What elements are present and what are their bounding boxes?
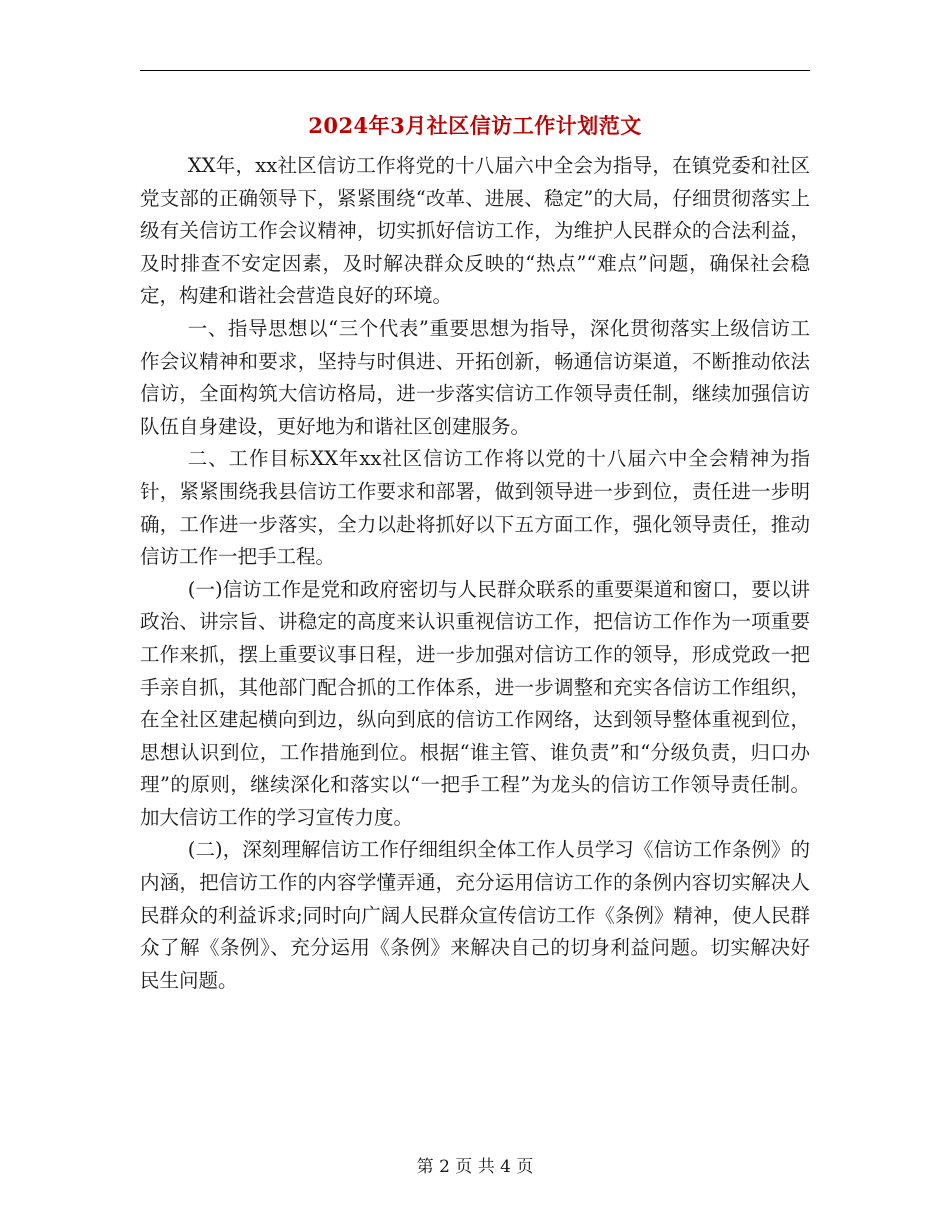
paragraph-work-goals: 二、工作目标XX年xx社区信访工作将以党的十八届六中全会精神为指针，紧紧围绕我县信访工作要求和部署，做到领导进一步到位，责任进一步明确，工作进一步落实，全力以赴将抓好以下五方面工作，强化领导责任，推动信访工作一把手工程。	[140, 447, 810, 569]
document-title: 2024年3月社区信访工作计划范文	[308, 113, 642, 138]
header-rule	[140, 70, 810, 71]
paragraph-intro: XX年，xx社区信访工作将党的十八届六中全会为指导，在镇党委和社区党支部的正确领导下，紧紧围绕“改革、进展、稳定”的大局，仔细贯彻落实上级有关信访工作会议精神，切实抓好信访工作，为维护人民群众的合法利益，及时排查不安定因素，及时解决群众反映的“热点”“难点”问题，确保社会稳定，构建和谐社会营造良好的环境。	[140, 154, 810, 308]
paragraph-item-2: (二)，深刻理解信访工作仔细组织全体工作人员学习《信访工作条例》的内涵，把信访工作的内容学懂弄通，充分运用信访工作的条例内容切实解决人民群众的利益诉求;同时向广阔人民群众宣传信访工作《条例》精神，使人民群众了解《条例》、充分运用《条例》来解决自己的切身利益问题。切实解决好民生问题。	[140, 838, 810, 992]
paragraph-item-1: (一)信访工作是党和政府密切与人民群众联系的重要渠道和窗口，要以讲政治、讲宗旨、讲稳定的高度来认识重视信访工作，把信访工作作为一项重要工作来抓，摆上重要议事日程，进一步加强对信访工作的领导，形成党政一把手亲自抓，其他部门配合抓的工作体系，进一步调整和充实各信访工作组织，在全社区建起横向到边，纵向到底的信访工作网络，达到领导整体重视到位，思想认识到位，工作措施到位。根据“谁主管、谁负责”和“分级负责，归口办理”的原则，继续深化和落实以“一把手工程”为龙头的信访工作领导责任制。加大信访工作的学习宣传力度。	[140, 577, 810, 829]
page-number: 第 2 页 共 4 页	[416, 1157, 534, 1177]
paragraph-guiding-ideology: 一、指导思想以“三个代表”重要思想为指导，深化贯彻落实上级信访工作会议精神和要求，坚持与时俱进、开拓创新，畅通信访渠道，不断推动依法信访，全面构筑大信访格局，进一步落实信访工作领导责任制，继续加强信访队伍自身建设，更好地为和谐社区创建服务。	[140, 316, 810, 438]
document-body	[140, 150, 810, 997]
